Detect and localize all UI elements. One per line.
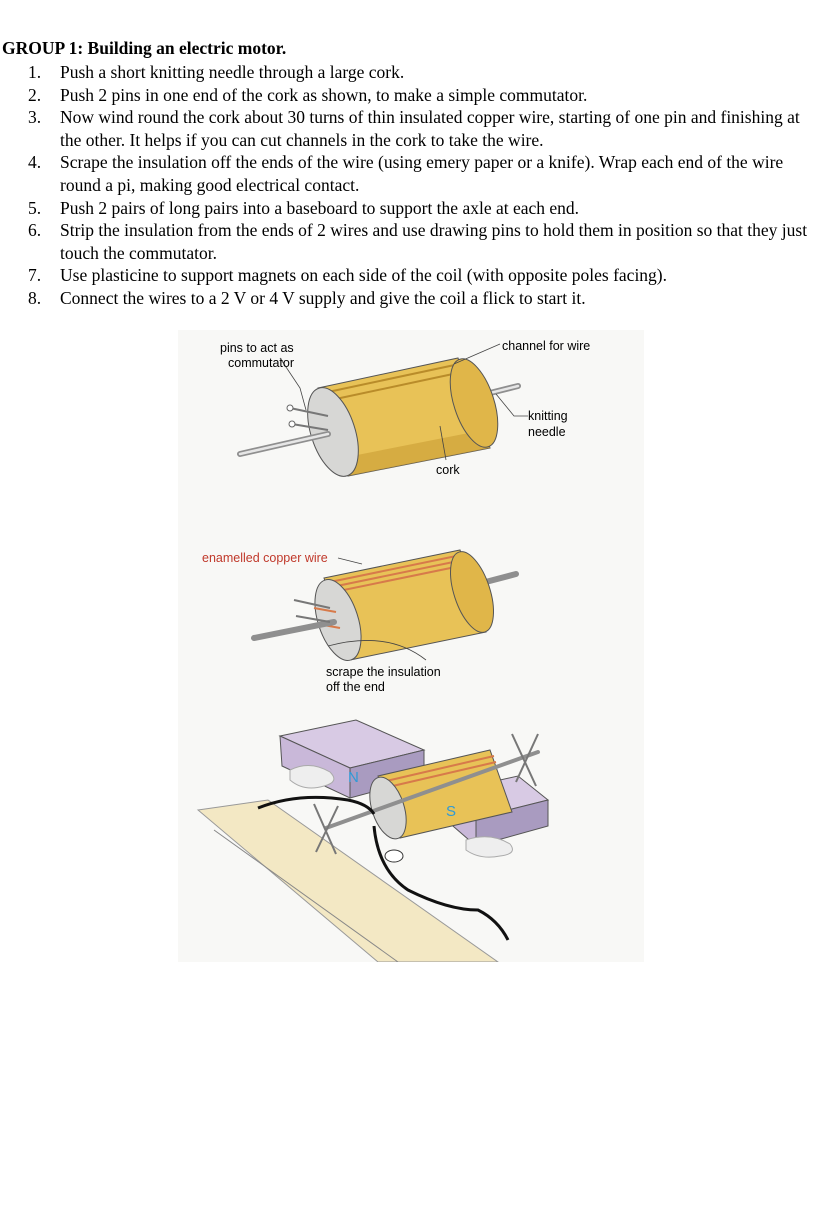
motor-diagram-svg — [178, 330, 644, 962]
instruction-step — [0, 84, 816, 107]
instruction-step — [0, 106, 816, 151]
document-heading: GROUP 1: Building an electric motor. — [2, 38, 287, 58]
north-pole-label: N — [348, 769, 359, 786]
step-number: 8. — [28, 287, 42, 308]
instruction-step — [0, 151, 816, 196]
step-number: 5. — [28, 197, 42, 218]
step-text: Scrape the insulation off the ends of the wire (using emery paper or a knife). Wrap each end of the wire round a pi, making good electrical contact. — [60, 152, 784, 195]
pin-head — [287, 405, 293, 411]
step-text: Push 2 pins in one end of the cork as shown, to make a simple commutator. — [60, 84, 588, 105]
step-text: Now wind round the cork about 30 turns of thin insulated copper wire, starting of one pin and finishing at the other. It helps if you can cut channels in the cork to take the wire. — [60, 107, 800, 150]
south-pole-label: S — [446, 803, 457, 820]
instruction-step — [0, 61, 816, 84]
step-number: 4. — [28, 152, 42, 173]
label-enamelled-wire: enamelled copper wire — [202, 551, 328, 565]
pin-head — [289, 421, 295, 427]
step-text: Push 2 pairs of long pairs into a baseboard to support the axle at each end. — [60, 197, 580, 218]
motor-illustration — [178, 330, 644, 962]
label-needle-line2: needle — [528, 425, 566, 439]
step-number: 3. — [28, 107, 42, 128]
label-scrape-line2: off the end — [326, 680, 385, 694]
label-channel: channel for wire — [502, 339, 591, 353]
step-text: Use plasticine to support magnets on each side of the coil (with opposite poles facing). — [60, 265, 668, 286]
step-text: Push a short knitting needle through a large cork. — [60, 62, 405, 82]
step-number: 2. — [28, 84, 42, 105]
step-text: Connect the wires to a 2 V or 4 V supply and give the coil a flick to start it. — [60, 287, 586, 308]
label-cork: cork — [436, 463, 460, 477]
instruction-step — [0, 219, 816, 264]
drawing-pin — [385, 850, 403, 862]
label-pins-line1: pins to act as — [220, 341, 294, 355]
instruction-step — [0, 287, 816, 310]
label-needle-line1: knitting — [528, 409, 568, 423]
instruction-list — [0, 61, 816, 310]
label-scrape-line1: scrape the insulation — [326, 665, 441, 679]
step-text: Strip the insulation from the ends of 2 wires and use drawing pins to hold them in position so that they just touch the commutator. — [60, 220, 808, 263]
instruction-step — [0, 264, 816, 287]
label-pins-line2: commutator — [228, 356, 294, 370]
step-number: 1. — [28, 62, 42, 82]
step-number: 7. — [28, 265, 42, 286]
step-number: 6. — [28, 220, 42, 241]
instruction-step — [0, 197, 816, 220]
